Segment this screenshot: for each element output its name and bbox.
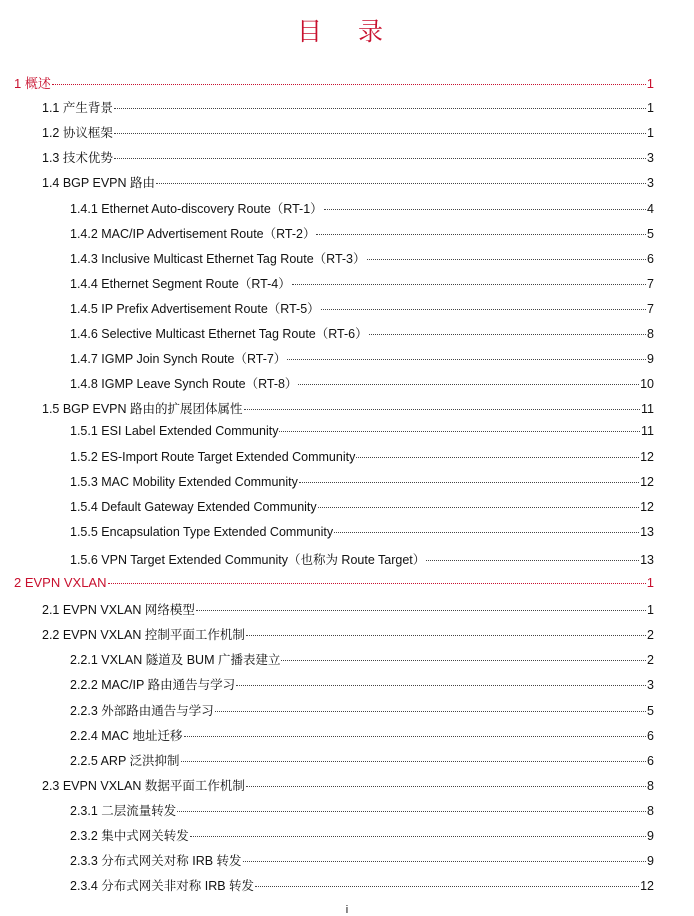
toc-leader-dots xyxy=(244,409,641,410)
toc-leader-dots xyxy=(181,761,647,762)
toc-leader-dots xyxy=(279,431,640,432)
toc-entry[interactable] xyxy=(70,274,654,292)
toc-entry-page: 4 xyxy=(647,201,654,216)
toc-entry-page: 5 xyxy=(647,703,654,718)
toc-entry-label: 2.3.1 二层流量转发 xyxy=(70,803,177,818)
toc-entry-page: 1 xyxy=(647,603,654,618)
toc-entry[interactable] xyxy=(70,374,654,392)
toc-leader-dots xyxy=(255,886,639,887)
toc-entry-page: 12 xyxy=(640,499,654,514)
toc-entry-page: 11 xyxy=(641,424,654,439)
toc-entry[interactable] xyxy=(42,98,654,116)
toc-entry[interactable] xyxy=(70,751,654,769)
toc-leader-dots xyxy=(114,133,646,134)
toc-entry-label: 1.4.1 Ethernet Auto-discovery Route（RT-1） xyxy=(70,201,323,216)
toc-entry-label: 1.2 协议框架 xyxy=(42,126,113,141)
toc-entry-page: 13 xyxy=(640,524,654,539)
toc-entry[interactable] xyxy=(70,826,654,844)
toc-entry-page: 6 xyxy=(647,251,654,266)
toc-leader-dots xyxy=(318,507,639,508)
toc-entry-page: 2 xyxy=(647,653,654,668)
toc-entry-label: 2.2.5 ARP 泛洪抑制 xyxy=(70,753,180,768)
toc-entry-page: 12 xyxy=(640,449,654,464)
toc-leader-dots xyxy=(184,736,647,737)
toc-entry-label: 2.2.2 MAC/IP 路由通告与学习 xyxy=(70,678,236,693)
toc-entry[interactable] xyxy=(70,349,654,367)
toc-entry[interactable] xyxy=(70,199,654,217)
toc-entry-page: 12 xyxy=(640,474,654,489)
toc-entry[interactable] xyxy=(42,625,654,643)
toc-leader-dots xyxy=(292,284,646,285)
toc-leader-dots xyxy=(324,209,646,210)
toc-leader-dots xyxy=(298,384,639,385)
toc-leader-dots xyxy=(316,234,646,235)
toc-entry-label: 2 EVPN VXLAN xyxy=(14,575,107,590)
toc-leader-dots xyxy=(243,861,646,862)
toc-entry-label: 1.4.6 Selective Multicast Ethernet Tag Route（RT-6） xyxy=(70,327,368,341)
toc-leader-dots xyxy=(367,259,647,260)
toc-entry-label: 1.4.8 IGMP Leave Synch Route（RT-8） xyxy=(70,377,298,392)
toc-entry-page: 9 xyxy=(647,854,654,869)
toc-entry-page: 1 xyxy=(647,126,654,141)
toc-entry-page: 1 xyxy=(647,101,654,116)
toc-entry[interactable] xyxy=(70,299,654,317)
toc-entry-label: 1.4.3 Inclusive Multicast Ethernet Tag Route（RT-3） xyxy=(70,251,366,266)
toc-leader-dots xyxy=(281,660,646,661)
toc-entry-page: 13 xyxy=(640,552,654,567)
toc-entry-label: 1.4 BGP EVPN 路由 xyxy=(42,176,156,191)
toc-entry-label: 1.5.4 Default Gateway Extended Community xyxy=(70,499,317,514)
toc-entry-label: 2.3 EVPN VXLAN 数据平面工作机制 xyxy=(42,778,245,793)
toc-leader-dots xyxy=(236,685,646,686)
toc-entry-page: 3 xyxy=(647,176,654,191)
toc-entry[interactable] xyxy=(42,173,654,191)
toc-leader-dots xyxy=(114,108,646,109)
toc-entry-label: 1.5 BGP EVPN 路由的扩展团体属性 xyxy=(42,402,243,417)
toc-entry-page: 7 xyxy=(647,276,654,291)
toc-entry-page: 12 xyxy=(640,879,654,894)
toc-leader-dots xyxy=(156,183,646,184)
toc-entry-label: 2.2.4 MAC 地址迁移 xyxy=(70,728,183,743)
toc-entry-label: 1.4.2 MAC/IP Advertisement Route（RT-2） xyxy=(70,226,316,241)
toc-entry-label: 1.5.3 MAC Mobility Extended Community xyxy=(70,474,298,489)
toc-entry-page: 8 xyxy=(647,327,654,341)
toc-entry[interactable] xyxy=(70,324,654,342)
toc-entry[interactable] xyxy=(70,550,654,568)
toc-entry-label: 1.4.4 Ethernet Segment Route（RT-4） xyxy=(70,276,291,291)
toc-leader-dots xyxy=(108,583,646,584)
toc-entry-label: 1 概述 xyxy=(14,76,51,91)
toc-entry[interactable] xyxy=(42,399,654,417)
toc-leader-dots xyxy=(334,532,639,533)
toc-entry-page: 1 xyxy=(646,575,654,590)
toc-entry[interactable] xyxy=(70,675,654,693)
toc-leader-dots xyxy=(114,158,646,159)
toc-leader-dots xyxy=(177,811,646,812)
toc-entry[interactable] xyxy=(70,701,654,719)
toc-entry[interactable] xyxy=(70,726,654,744)
toc-entry-label: 2.2.3 外部路由通告与学习 xyxy=(70,703,214,718)
toc-entry-page: 8 xyxy=(647,803,654,818)
toc-leader-dots xyxy=(215,711,646,712)
toc-entry-label: 2.3.2 集中式网关转发 xyxy=(70,829,189,843)
toc-entry[interactable] xyxy=(70,224,654,242)
toc-leader-dots xyxy=(299,482,639,483)
toc-entry[interactable] xyxy=(70,450,654,464)
toc-entry[interactable] xyxy=(42,148,654,166)
toc-entry[interactable] xyxy=(42,123,654,141)
toc-entry-page: 3 xyxy=(647,678,654,693)
toc-entry[interactable] xyxy=(14,575,654,590)
toc-entry[interactable] xyxy=(70,876,654,894)
toc-leader-dots xyxy=(321,309,646,310)
toc-entry-label: 1.5.2 ES-Import Route Target Extended Community xyxy=(70,449,356,464)
toc-entry[interactable] xyxy=(70,801,654,819)
toc-entry[interactable] xyxy=(42,600,654,618)
toc-entry-label: 1.3 技术优势 xyxy=(42,151,113,166)
toc-entry-page: 6 xyxy=(647,753,654,768)
toc-entry-label: 1.4.5 IP Prefix Advertisement Route（RT-5） xyxy=(70,301,320,316)
toc-entry-page: 7 xyxy=(647,301,654,316)
toc-entry-page: 9 xyxy=(647,352,654,367)
toc-leader-dots xyxy=(369,334,646,335)
toc-entry[interactable] xyxy=(70,525,654,539)
toc-leader-dots xyxy=(356,457,639,458)
toc-leader-dots xyxy=(426,560,639,561)
toc-entry[interactable] xyxy=(70,650,654,668)
toc-entry-label: 1.5.5 Encapsulation Type Extended Community xyxy=(70,524,334,539)
toc-entry[interactable] xyxy=(42,776,654,794)
toc-entry[interactable] xyxy=(70,500,654,514)
toc-entry-page: 9 xyxy=(647,829,654,843)
toc-entry-label: 2.2.1 VXLAN 隧道及 BUM 广播表建立 xyxy=(70,653,281,668)
toc-entry-page: 3 xyxy=(647,151,654,166)
toc-entry-page: 11 xyxy=(641,402,654,417)
toc-entry[interactable] xyxy=(70,851,654,869)
toc-entry-page: 1 xyxy=(646,76,654,91)
toc-entry-label: 2.1 EVPN VXLAN 网络模型 xyxy=(42,603,195,618)
toc-entry[interactable] xyxy=(70,475,654,489)
toc-entry-label: 2.3.4 分布式网关非对称 IRB 转发 xyxy=(70,879,255,894)
page-title: 目 录 xyxy=(297,17,397,46)
toc-entry-page: 10 xyxy=(640,377,654,392)
toc-entry-label: 1.5.6 VPN Target Extended Community（也称为 Route Target） xyxy=(70,552,426,567)
toc-leader-dots xyxy=(246,635,646,636)
toc-entry[interactable] xyxy=(70,424,654,438)
footer-page-number: i xyxy=(345,904,349,916)
toc-entry-label: 2.2 EVPN VXLAN 控制平面工作机制 xyxy=(42,628,245,643)
toc-leader-dots xyxy=(52,84,646,85)
toc-entry[interactable] xyxy=(14,73,654,92)
toc-leader-dots xyxy=(190,836,646,837)
toc-entry-page: 2 xyxy=(647,628,654,643)
toc-entry-page: 6 xyxy=(647,728,654,743)
toc-entry-page: 8 xyxy=(647,778,654,793)
toc-leader-dots xyxy=(196,610,646,611)
toc-leader-dots xyxy=(246,786,646,787)
toc-entry-page: 5 xyxy=(647,226,654,241)
toc-entry[interactable] xyxy=(70,249,654,267)
toc-leader-dots xyxy=(287,359,646,360)
toc-entry-label: 2.3.3 分布式网关对称 IRB 转发 xyxy=(70,854,242,869)
toc-entry-label: 1.4.7 IGMP Join Synch Route（RT-7） xyxy=(70,352,287,367)
toc-entry-label: 1.1 产生背景 xyxy=(42,101,113,116)
toc-entry-label: 1.5.1 ESI Label Extended Community xyxy=(70,424,279,439)
